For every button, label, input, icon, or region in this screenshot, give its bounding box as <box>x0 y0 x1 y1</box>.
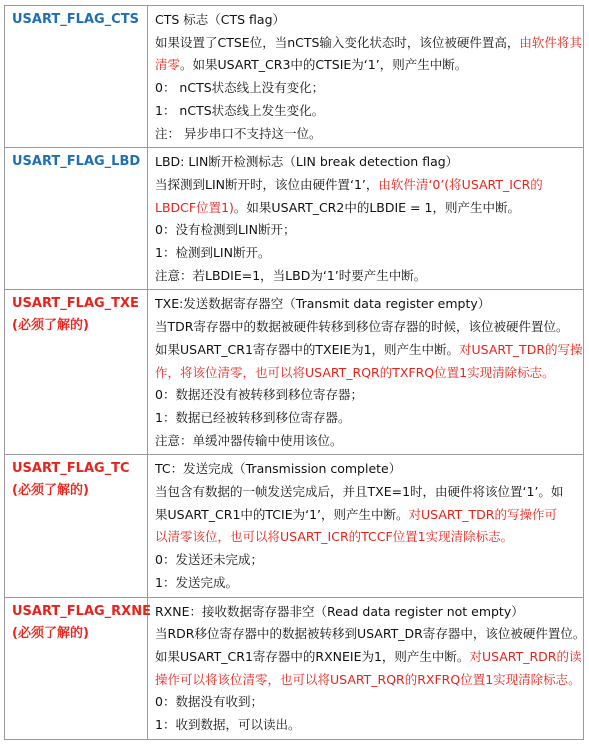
flag-name-cell <box>5 148 148 290</box>
flag-importance-note: (必须了解的) <box>12 318 89 334</box>
description-line <box>155 572 577 595</box>
description-line <box>155 174 577 197</box>
flag-description-cell <box>148 290 584 455</box>
description-text: 0：没有检测到LIN断开； <box>155 222 296 238</box>
flag-table-container <box>4 5 584 740</box>
flag-description-cell <box>148 597 584 739</box>
flag-name: USART_FLAG_TXE <box>12 296 139 312</box>
description-line <box>155 504 577 527</box>
usart-flag-table <box>4 5 584 740</box>
description-line <box>155 265 577 288</box>
description-line <box>155 100 577 123</box>
description-line <box>155 362 577 385</box>
flag-table-body <box>5 6 584 740</box>
highlighted-text: 由软件清‘0’(将USART_ICR的 <box>378 176 543 192</box>
description-line <box>155 481 577 504</box>
description-line <box>155 601 577 624</box>
description-text: 果USART_CR1中的TCIE为‘1’，则产生中断。 <box>155 506 409 522</box>
flag-description-cell <box>148 148 584 290</box>
description-text: 0：发送还未完成； <box>155 552 263 568</box>
flag-row <box>5 6 584 148</box>
highlighted-text: 对USART_RDR的读 <box>469 648 582 664</box>
flag-name: USART_FLAG_TC <box>12 461 130 477</box>
description-text: 1：检测到LIN断开。 <box>155 245 271 261</box>
description-text: 注： 异步串口不支持这一位。 <box>155 125 322 141</box>
description-line <box>155 242 577 265</box>
description-text: 0：数据没有收到； <box>155 694 263 710</box>
description-line <box>155 123 577 146</box>
description-text: 当包含有数据的一帧发送完成后，并且TXE=1时，由硬件将该位置‘1’。如 <box>155 484 564 500</box>
highlighted-text: 对USART_TDR的写操作可 <box>408 506 557 522</box>
description-text: 注意：若LBDIE=1，当LBD为‘1’时要产生中断。 <box>155 267 427 283</box>
description-line <box>155 197 577 220</box>
description-text: LBD: LIN断开检测标志（LIN break detection flag） <box>155 154 459 170</box>
description-text: 0： nCTS状态线上没有变化； <box>155 80 325 96</box>
highlighted-text: 操作可以将该位清零，也可以将USART_RQR的RXFRQ位置1实现清除标志。 <box>155 671 581 687</box>
description-text: 1：发送完成。 <box>155 574 238 590</box>
flag-name-cell <box>5 6 148 148</box>
description-text: 如果USART_CR1寄存器中的RXNEIE为1，则产生中断。 <box>155 648 470 664</box>
description-text: TXE:发送数据寄存器空（Transmit data register empty） <box>155 296 491 312</box>
description-line <box>155 77 577 100</box>
highlighted-text: 以清零该位，也可以将USART_ICR的TCCF位置1实现清除标志。 <box>155 529 514 545</box>
description-text: 1： nCTS状态线上发生变化。 <box>155 102 325 118</box>
description-line <box>155 691 577 714</box>
description-text: TC：发送完成（Transmission complete） <box>155 461 402 477</box>
flag-name: USART_FLAG_LBD <box>12 154 141 170</box>
description-text: 1：收到数据，可以读出。 <box>155 717 301 733</box>
description-line <box>155 714 577 737</box>
description-text: RXNE：接收数据寄存器非空（Read data register not empty） <box>155 603 524 619</box>
highlighted-text: 作，将该位清零，也可以将USART_RQR的TXFRQ位置1实现清除标志。 <box>155 364 555 380</box>
description-line <box>155 526 577 549</box>
highlighted-text: 清零 <box>155 57 181 73</box>
description-line <box>155 384 577 407</box>
description-line <box>155 430 577 453</box>
flag-row <box>5 597 584 739</box>
description-text: 如果USART_CR1寄存器中的TXEIE为1，则产生中断。 <box>155 341 460 357</box>
description-text: 注意：单缓冲器传输中使用该位。 <box>155 432 343 448</box>
flag-name-cell <box>5 455 148 597</box>
description-line <box>155 646 582 669</box>
description-line <box>155 669 581 692</box>
description-line <box>155 458 577 481</box>
description-line <box>155 219 577 242</box>
description-line <box>155 54 577 77</box>
flag-name: USART_FLAG_CTS <box>12 12 139 27</box>
flag-importance-note: (必须了解的) <box>12 483 89 499</box>
flag-importance-note: (必须了解的) <box>12 625 89 641</box>
flag-row <box>5 148 584 290</box>
description-text: 。如果USART_CR2中的LBDIE = 1，则产生中断。 <box>233 199 520 215</box>
description-line <box>155 339 583 362</box>
description-line <box>155 32 582 55</box>
description-line <box>155 151 577 174</box>
description-text: CTS 标志（CTS flag） <box>155 12 286 27</box>
flag-row <box>5 290 584 455</box>
highlighted-text: LBDCF位置1) <box>155 199 234 215</box>
description-line <box>155 623 586 646</box>
flag-description-cell <box>148 455 584 597</box>
description-text: 如果设置了CTSE位，当nCTS输入变化状态时，该位被硬件置高， <box>155 34 520 50</box>
description-text: 当探测到LIN断开时，该位由硬件置‘1’， <box>155 176 379 192</box>
highlighted-text: 由软件将其 <box>519 34 582 50</box>
description-text: 当TDR寄存器中的数据被硬件转移到移位寄存器的时候，该位被硬件置位。 <box>155 319 569 335</box>
flag-name-cell <box>5 597 151 739</box>
description-text: 1：数据已经被转移到移位寄存器。 <box>155 409 351 425</box>
highlighted-text: 对USART_TDR的写操 <box>459 341 583 357</box>
description-text: 0：数据还没有被转移到移位寄存器； <box>155 387 363 403</box>
flag-description-cell <box>148 6 584 148</box>
description-line <box>155 316 577 339</box>
description-text: 当RDR移位寄存器中的数据被转移到USART_DR寄存器中，该位被硬件置位。 <box>155 626 586 642</box>
flag-name: USART_FLAG_RXNE <box>12 603 151 619</box>
flag-row <box>5 455 584 597</box>
description-line <box>155 549 577 572</box>
description-line <box>155 293 577 316</box>
description-text: 。如果USART_CR3中的CTSIE为‘1’，则产生中断。 <box>180 57 468 73</box>
description-line <box>155 9 577 32</box>
description-line <box>155 407 577 430</box>
flag-name-cell <box>5 290 148 455</box>
